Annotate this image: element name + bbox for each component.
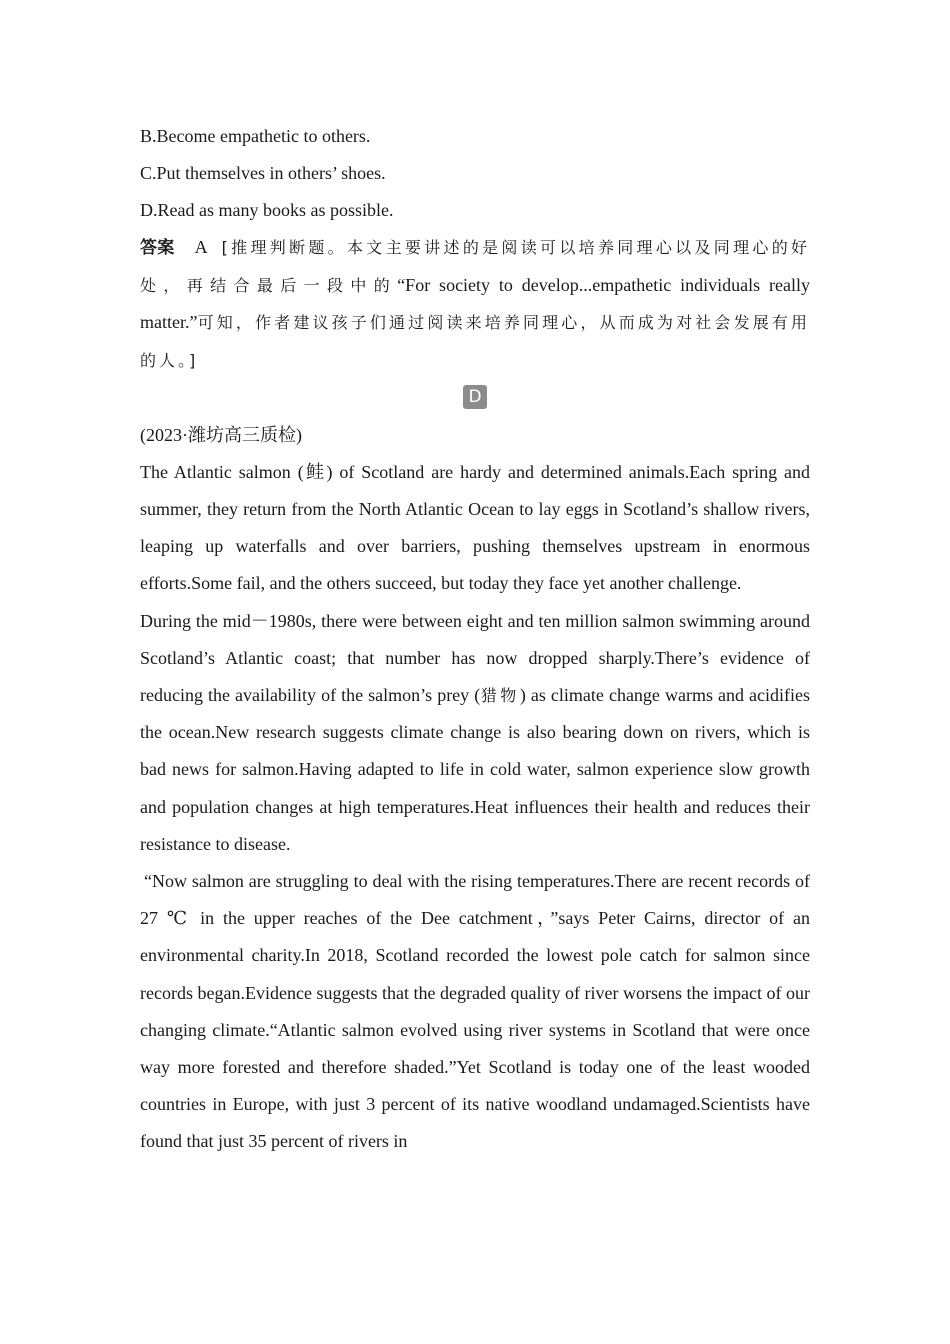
passage-source-text: (2023·潍坊高三质检) [140, 424, 302, 445]
option-c: C.Put themselves in others’ shoes. [140, 163, 386, 183]
passage-paragraph-3: “Now salmon are struggling to deal with the rising temperatures.There are recent records of 27 ℃ in the upper reaches of the Dee catchment，”says Peter Cairns, director of an environmental charity.In 2018, Scotland recorded the lowest pole catch for salmon since records began.Evidence suggests that the degraded quality of river worsens the impact of our changing climate.“Atlantic salmon evolved using river systems in Scotland that were once way more forested and therefore shaded.”Yet Scotland is today one of the least wooded countries in Europe, with just 3 percent of its native woodland undamaged.Scientists have found that just 35 percent of rivers in [140, 871, 810, 1152]
answer-explanation-prefix: [推理判断题。本文主要讲述的是阅读可以培养同理心以及同理心的好处，再结合最后一段中的 [140, 238, 810, 296]
section-header [140, 381, 810, 413]
option-b: B.Become empathetic to others. [140, 126, 371, 146]
answer-letter: A [194, 237, 208, 257]
gloss-prey: 猎物 [480, 686, 520, 706]
gloss-salmon: 鲑 [303, 461, 327, 482]
paragraph-text: ) of Scotland are hardy and determined animals.Each spring and summer, they return from the North Atlantic Ocean to lay eggs in Scotland’s shallow rivers, leaping up waterfalls and over barriers, pushing themselves upstream in enormous efforts.Some fail, and the others succeed, but today they face yet another challenge. [140, 461, 810, 594]
paragraph-text: During the mid－1980s, there were between eight and ten million salmon swimming around Scotland’s Atlantic coast; that number has now dropped sharply.There’s evidence of reducing the availability of the salmon’s prey ( [140, 610, 810, 706]
passage-paragraph-1 [140, 454, 810, 603]
option-d: D.Read as many books as possible. [140, 200, 394, 220]
section-badge: D [463, 385, 487, 409]
passage-paragraph-2 [140, 603, 810, 863]
document-page [140, 118, 810, 1161]
passage-source [140, 417, 810, 454]
answer-explanation-suffix: 可知，作者建议孩子们通过阅读来培养同理心，从而成为对社会发展有用的人。] [140, 313, 810, 370]
paragraph-text: ) as climate change warms and acidifies the ocean.New research suggests climate change is also bearing down on rivers, which is bad news for salmon.Having adapted to life in cold water, salmon experience slow growth and population changes at high temperatures.Heat influences their health and reduces their resistance to disease. [140, 685, 810, 854]
answer-block [140, 229, 810, 379]
answer-quote: “For society to develop...empathetic individuals really matter.” [140, 275, 810, 333]
answer-label: 答案 [140, 238, 175, 258]
paragraph-text: The Atlantic salmon ( [140, 461, 304, 482]
